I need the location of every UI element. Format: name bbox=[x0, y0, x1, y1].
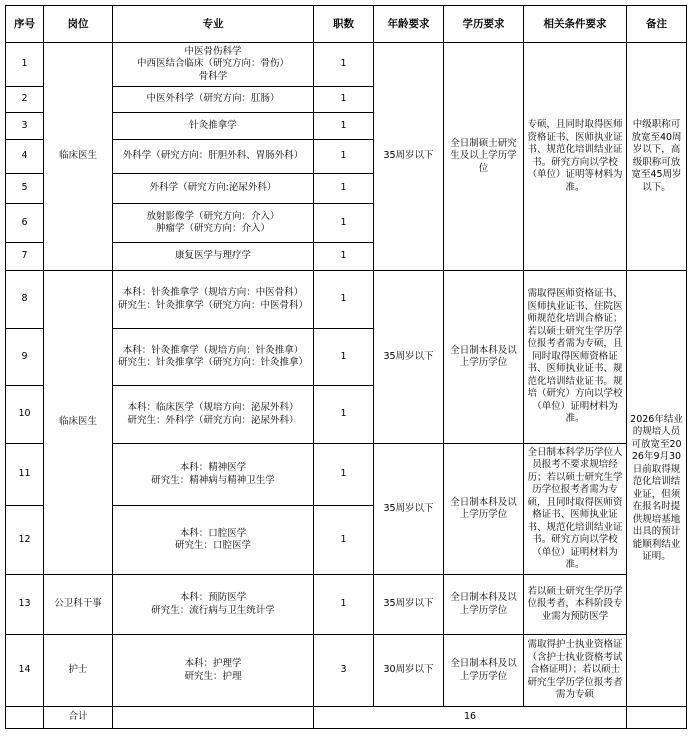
major-cell: 本科：临床医学（规培方向：泌尿外科） 研究生：外科学（研究方向：泌尿外科） bbox=[113, 386, 314, 444]
count-cell: 1 bbox=[314, 140, 374, 174]
row-no: 7 bbox=[6, 243, 44, 271]
header-conditions: 相关条件要求 bbox=[524, 6, 627, 43]
age-cell: 35周岁以下 bbox=[374, 271, 444, 444]
count-cell: 1 bbox=[314, 575, 374, 635]
major-cell: 本科：精神医学 研究生：精神病与精神卫生学 bbox=[113, 444, 314, 506]
count-cell: 1 bbox=[314, 506, 374, 575]
table-row bbox=[6, 575, 687, 635]
count-cell: 1 bbox=[314, 113, 374, 140]
age-cell: 35周岁以下 bbox=[374, 444, 444, 575]
table-row bbox=[6, 43, 687, 87]
row-no: 5 bbox=[6, 174, 44, 204]
total-remarks-cell bbox=[627, 707, 687, 729]
major-cell: 本科：口腔医学 研究生：口腔医学 bbox=[113, 506, 314, 575]
row-no: 1 bbox=[6, 43, 44, 87]
count-cell: 1 bbox=[314, 444, 374, 506]
count-cell: 1 bbox=[314, 386, 374, 444]
position-cell: 临床医生 bbox=[44, 43, 113, 271]
major-cell: 本科：护理学 研究生：护理 bbox=[113, 635, 314, 707]
major-cell: 本科：预防医学 研究生：流行病与卫生统计学 bbox=[113, 575, 314, 635]
remarks-cell: 中级职称可放宽至40周岁以下，高级职称可放宽至45周岁以下。 bbox=[627, 43, 687, 271]
row-no: 12 bbox=[6, 506, 44, 575]
row-no: 14 bbox=[6, 635, 44, 707]
count-cell: 3 bbox=[314, 635, 374, 707]
count-cell: 1 bbox=[314, 174, 374, 204]
education-cell: 全日制本科及以上学历学位 bbox=[444, 271, 524, 444]
header-education: 学历要求 bbox=[444, 6, 524, 43]
position-cell: 临床医生 bbox=[44, 271, 113, 575]
table-row bbox=[6, 635, 687, 707]
conditions-cell: 需取得医师资格证书、医师执业证书、住院医师规范化培训合格证； 若以硕士研究生学历学位报考者需为专硕，且同时取得医师资格证书、医师执业证书、规范化培训结业证书。规培（研究）方向以学校（单位）证明材料为准。 bbox=[524, 271, 627, 444]
major-cell: 本科：针灸推拿学（规培方向：中医骨科） 研究生：针灸推拿学（研究方向：中医骨科） bbox=[113, 271, 314, 329]
row-no: 10 bbox=[6, 386, 44, 444]
count-cell: 1 bbox=[314, 271, 374, 329]
major-cell: 本科：针灸推拿学（规培方向：针灸推拿） 研究生：针灸推拿学（研究方向：针灸推拿） bbox=[113, 329, 314, 386]
row-no: 3 bbox=[6, 113, 44, 140]
count-cell: 1 bbox=[314, 87, 374, 113]
major-cell: 中医骨伤科学 中西医结合临床（研究方向：骨伤） 骨科学 bbox=[113, 43, 314, 87]
major-cell: 外科学（研究方向:泌尿外科） bbox=[113, 174, 314, 204]
education-cell: 全日制本科及以上学历学位 bbox=[444, 635, 524, 707]
conditions-cell: 全日制本科学历学位人员报考不要求规培经历；若以硕士研究生学历学位报考者需为专硕，且同时取得医师资格证书、医师执业证书、规范化培训结业证书。研究方向以学校（单位）证明材料为准。 bbox=[524, 444, 627, 575]
header-age: 年龄要求 bbox=[374, 6, 444, 43]
conditions-cell: 专硕，且同时取得医师资格证书、医师执业证书、规范化培训结业证书。研究方向以学校（单位）证明等材料为准。 bbox=[524, 43, 627, 271]
count-cell: 1 bbox=[314, 329, 374, 386]
age-cell: 35周岁以下 bbox=[374, 575, 444, 635]
row-no: 9 bbox=[6, 329, 44, 386]
total-value: 16 bbox=[314, 707, 627, 729]
major-cell: 中医外科学（研究方向：肛肠） bbox=[113, 87, 314, 113]
remarks-cell: 2026年结业的规培人员可放宽至2026年9月30日前取得规范化培训结业证，但须在报名时提供规培基地出具的预计能顺利结业证明。 bbox=[627, 271, 687, 707]
row-no: 6 bbox=[6, 204, 44, 243]
count-cell: 1 bbox=[314, 243, 374, 271]
total-no-cell bbox=[6, 707, 44, 729]
education-cell: 全日制本科及以上学历学位 bbox=[444, 444, 524, 575]
recruitment-table bbox=[5, 5, 687, 729]
major-cell: 外科学（研究方向：肝胆外科、胃肠外科） bbox=[113, 140, 314, 174]
major-cell: 康复医学与理疗学 bbox=[113, 243, 314, 271]
header-position: 岗位 bbox=[44, 6, 113, 43]
row-no: 4 bbox=[6, 140, 44, 174]
row-no: 8 bbox=[6, 271, 44, 329]
conditions-cell: 若以硕士研究生学历学位报考者，本科阶段专业需为预防医学 bbox=[524, 575, 627, 635]
count-cell: 1 bbox=[314, 43, 374, 87]
row-no: 11 bbox=[6, 444, 44, 506]
total-spacer-cell bbox=[113, 707, 314, 729]
total-row bbox=[6, 707, 687, 729]
row-no: 13 bbox=[6, 575, 44, 635]
header-major: 专业 bbox=[113, 6, 314, 43]
education-cell: 全日制本科及以上学历学位 bbox=[444, 575, 524, 635]
header-no: 序号 bbox=[6, 6, 44, 43]
table-row bbox=[6, 271, 687, 329]
age-cell: 30周岁以下 bbox=[374, 635, 444, 707]
header-count: 职数 bbox=[314, 6, 374, 43]
row-no: 2 bbox=[6, 87, 44, 113]
major-cell: 放射影像学（研究方向：介入） 肿瘤学（研究方向：介入） bbox=[113, 204, 314, 243]
count-cell: 1 bbox=[314, 204, 374, 243]
position-cell: 公卫科干事 bbox=[44, 575, 113, 635]
major-cell: 针灸推拿学 bbox=[113, 113, 314, 140]
age-cell: 35周岁以下 bbox=[374, 43, 444, 271]
total-label: 合计 bbox=[44, 707, 113, 729]
header-remarks: 备注 bbox=[627, 6, 687, 43]
conditions-cell: 需取得护士执业资格证（含护士执业资格考试合格证明）；若以硕士研究生学历学位报考者需为专硕 bbox=[524, 635, 627, 707]
education-cell: 全日制硕士研究生及以上学历学位 bbox=[444, 43, 524, 271]
header-row bbox=[6, 6, 687, 43]
position-cell: 护士 bbox=[44, 635, 113, 707]
